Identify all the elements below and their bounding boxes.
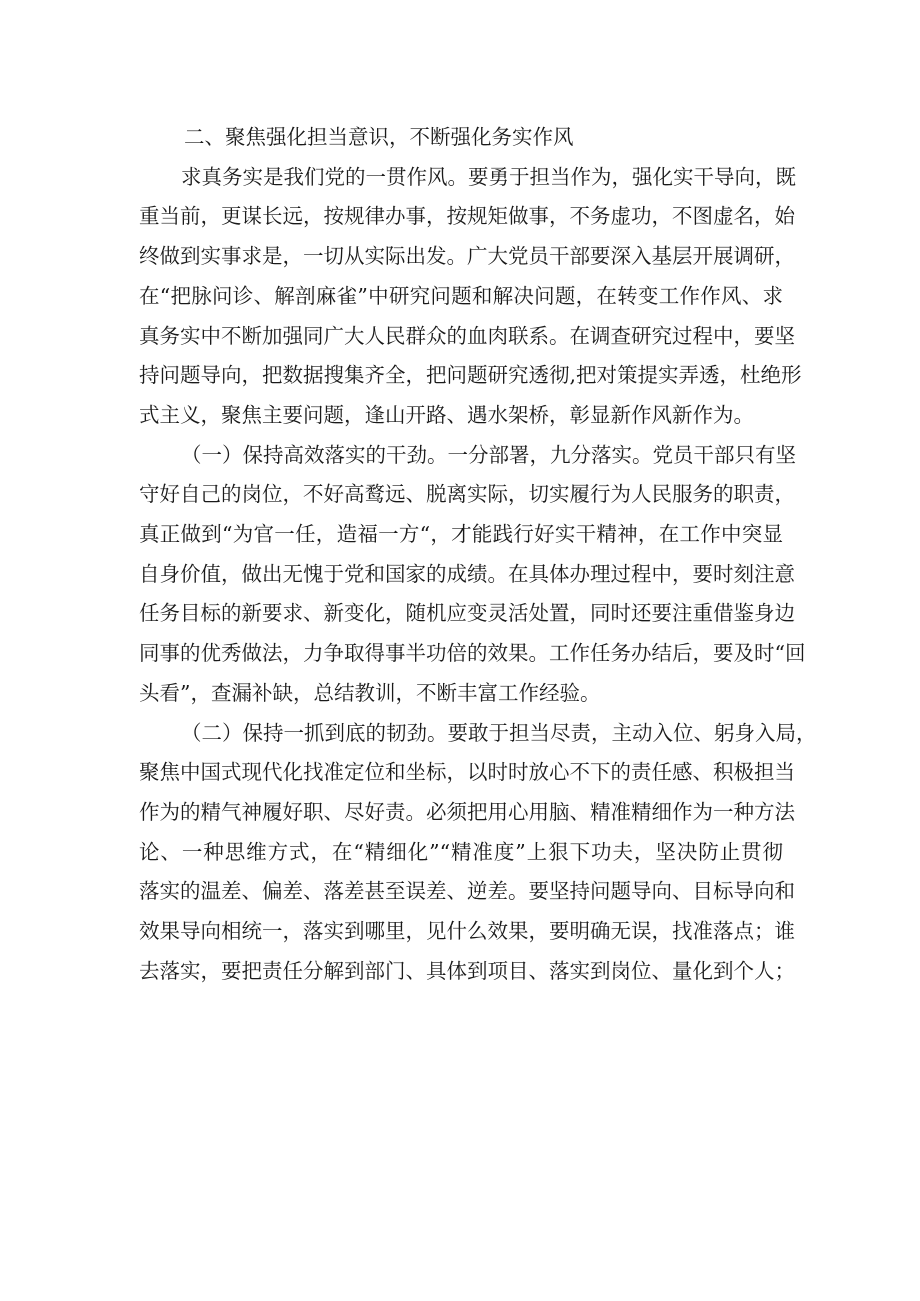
paragraph-line: （一）保持高效落实的干劲。一分部署，九分落实。党员干部只有坚 [181,442,796,467]
paragraph-line: 式主义，聚焦主要问题，逢山开路、遇水架桥，彰显新作风新作为。 [139,402,754,427]
paragraph-line: 落实的温差、偏差、落差甚至误差、逆差。要坚持问题导向、目标导向和 [139,879,795,904]
paragraph-line: 效果导向相统一，落实到哪里，见什么效果，要明确无误，找准落点；谁 [139,919,795,944]
paragraph-line: 论、一种思维方式，在“精细化”“精准度”上狠下功夫，坚决防止贯彻 [139,839,783,864]
paragraph-line: 头看”，查漏补缺，总结教训，不断丰富工作经验。 [139,680,601,705]
paragraph-1 [139,158,802,436]
section-heading: 二、聚焦强化担当意识，不断强化务实作风 [184,125,574,149]
paragraph-line: 守好自己的岗位，不好高鹜远、脱离实际，切实履行为人民服务的职责， [139,482,795,507]
paragraph-line: （二）保持一抓到底的韧劲。要敢于担当尽责，主动入位、躬身入局， [181,720,817,745]
paragraph-line: 作为的精气神履好职、尽好责。必须把用心用脑、精准精细作为一种方法 [139,799,795,824]
paragraph-line: 真务实中不断加强同广大人民群众的血肉联系。在调查研究过程中，要坚 [139,323,795,348]
paragraph-line: 去落实，要把责任分解到部门、具体到项目、落实到岗位、量化到个人； [139,958,795,983]
paragraph-line: 自身价值，做出无愧于党和国家的成绩。在具体办理过程中，要时刻注意 [139,561,795,586]
document-body [139,118,817,991]
paragraph-3 [139,714,817,992]
paragraph-line: 终做到实事求是，一切从实际出发。广大党员干部要深入基层开展调研， [139,244,795,269]
paragraph-line: 真正做到“为官一任，造福一方“，才能践行好实干精神，在工作中突显 [139,522,783,547]
paragraph-line: 重当前，更谋长远，按规律办事，按规矩做事，不务虚功，不图虚名，始 [139,204,795,229]
paragraph-2 [139,436,806,714]
paragraph-line: 持问题导向，把数据搜集齐全，把问题研究透彻,把对策提实弄透，杜绝形 [139,363,802,388]
paragraph-line: 同事的优秀做法，力争取得事半功倍的效果。工作任务办结后，要及时“回 [139,641,806,666]
paragraph-line: 在“把脉问诊、解剖麻雀”中研究问题和解决问题，在转变工作作风、求 [139,283,783,308]
paragraph-line: 任务目标的新要求、新变化，随机应变灵活处置，同时还要注重借鉴身边 [139,601,795,626]
paragraph-line: 求真务实是我们党的一贯作风。要勇于担当作为，强化实干导向，既 [181,164,796,189]
paragraph-line: 聚焦中国式现代化找准定位和坐标，以时时放心不下的责任感、积极担当 [139,760,795,785]
